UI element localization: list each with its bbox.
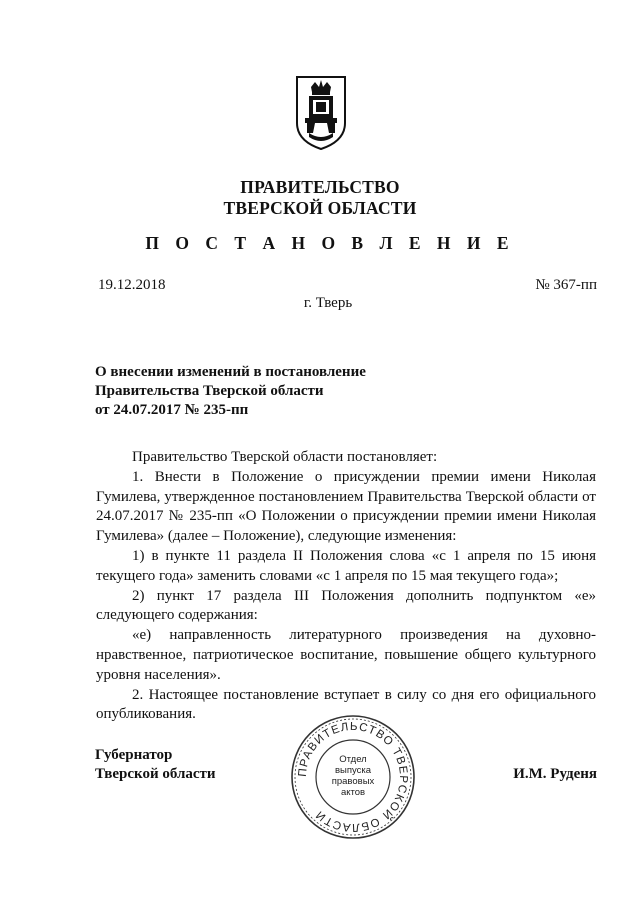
document-title [95,363,515,420]
stamp-line: выпуска [334,765,372,776]
org-name-line1: ПРАВИТЕЛЬСТВО [240,177,400,197]
paragraph: «е) направленность литературного произведения на духовно-нравственное, патриотическое воспитание, повышение общего культурного уровня населения». [96,627,596,683]
stamp-line: актов [340,787,366,798]
paragraph: 2. Настоящее постановление вступает в силу со дня его официального опубликования. [96,686,596,723]
title-line: Правительства Тверской области [95,383,324,399]
document-body [96,448,596,725]
org-name-line2: ТВЕРСКОЙ ОБЛАСТИ [223,198,417,218]
stamp-ring-text: ПРАВИТЕЛЬСТВО ТВЕРСКОЙ ОБЛАСТИ [296,720,410,834]
signatory-position [95,746,216,784]
paragraph: 1. Внести в Положение о присуждении премии имени Николая Гумилева, утвержденное постановлением Правительства Тверской области от 24.07.2017 № 235-пп «О Положении о присуждении премии имени Николая Гумилева» (далее – Положение), следующие изменения: [96,468,596,545]
stamp-line: правовых [331,776,375,787]
official-stamp [288,712,418,842]
title-line: О внесении изменений в постановление [95,364,366,380]
signatory-position-line: Тверской области [95,766,216,782]
paragraph: Правительство Тверской области постановляет: [132,449,438,465]
document-city: г. Тверь [303,295,353,311]
document-kind: П О С Т А Н О В Л Е Н И Е [145,233,515,253]
paragraph: 1) в пункте 11 раздела II Положения слова «с 1 апреля по 15 июня текущего года» заменить словами «с 1 апреля по 15 мая текущего года»; [96,547,596,584]
paragraph: 2) пункт 17 раздела III Положения дополнить подпунктом «е» следующего содержания: [96,587,596,624]
stamp-center-text [318,754,388,798]
title-line: от 24.07.2017 № 235-пп [95,402,249,418]
stamp-line: Отдел [339,754,367,765]
signatory-position-line: Губернатор [95,747,173,763]
signatory-name: И.М. Руденя [513,766,597,782]
document-date: 19.12.2018 [98,277,166,293]
tver-coat-of-arms-icon [295,75,347,151]
document-number: № 367-пп [535,277,597,293]
